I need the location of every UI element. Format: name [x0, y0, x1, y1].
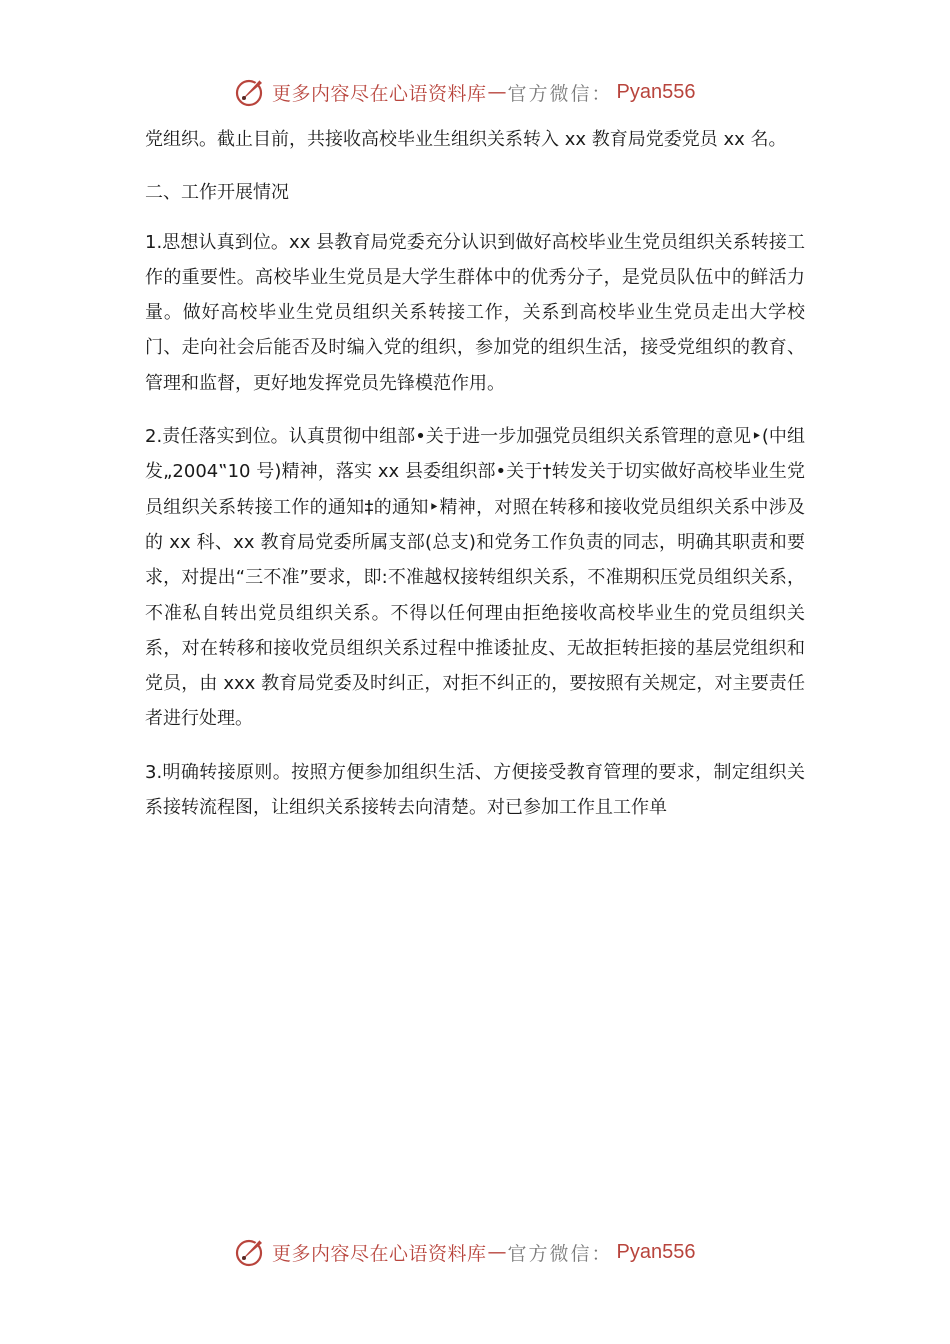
watermark-brand: 更多内容尽在心语资料库: [272, 1242, 487, 1265]
watermark-wechat-id: Pyan556: [616, 1240, 696, 1263]
paragraph-item-2: 2.责任落实到位。认真贯彻中组部•关于进一步加强党员组织关系管理的意见‣(中组发„2004‟10 号)精神，落实 xx 县委组织部•关于†转发关于切实做好高校毕业生党员组织关系转接工作的通知‡的通知‣精神，对照在转移和接收党员组织关系中涉及的 xx 科、xx 教育局党委所属支部(总支)和党务工作负责的同志，明确其职责和要求，对提出“三不准”要求，即:不准越权接转组织关系，不准期积压党员组织关系，不准私自转出党员组织关系。不得以任何理由拒绝接收高校毕业生的党员组织关系，对在转移和接收党员组织关系过程中推诿扯皮、无故拒转拒接的基层党组织和党员，由 xxx 教育局党委及时纠正，对拒不纠正的，要按照有关规定，对主要责任者进行处理。: [145, 426, 805, 730]
watermark-dash: —: [487, 81, 507, 103]
paragraph-item-3: 3.明确转接原则。按照方便参加组织生活、方便接受教育管理的要求，制定组织关系接转流程图，让组织关系接转去向清楚。对已参加工作且工作单: [145, 761, 805, 819]
watermark-wechat-id: Pyan556: [616, 80, 696, 103]
watermark-brand: 更多内容尽在心语资料库: [272, 82, 487, 105]
quill-logo-icon: [232, 74, 268, 110]
watermark-wechat-label: 官方微信：: [507, 82, 613, 105]
watermark-dash: —: [487, 1241, 507, 1263]
watermark-wechat-label: 官方微信：: [507, 1242, 613, 1265]
quill-logo-icon: [232, 1234, 268, 1270]
footer-watermark: [232, 1232, 752, 1272]
paragraph-intro-continued: 党组织。截止目前，共接收高校毕业生组织关系转入 xx 教育局党委党员 xx 名。: [145, 129, 787, 150]
paragraph-item-1: 1.思想认真到位。xx 县教育局党委充分认识到做好高校毕业生党员组织关系转接工作的重要性。高校毕业生党员是大学生群体中的优秀分子，是党员队伍中的鲜活力量。做好高校毕业生党员组织关系转接工作，关系到高校毕业生党员走出大学校门、走向社会后能否及时编入党的组织，参加党的组织生活，接受党组织的教育、管理和监督，更好地发挥党员先锋模范作用。: [145, 231, 805, 394]
section-heading: 二、工作开展情况: [145, 182, 289, 204]
document-body: [145, 122, 805, 843]
header-watermark: [232, 72, 752, 112]
